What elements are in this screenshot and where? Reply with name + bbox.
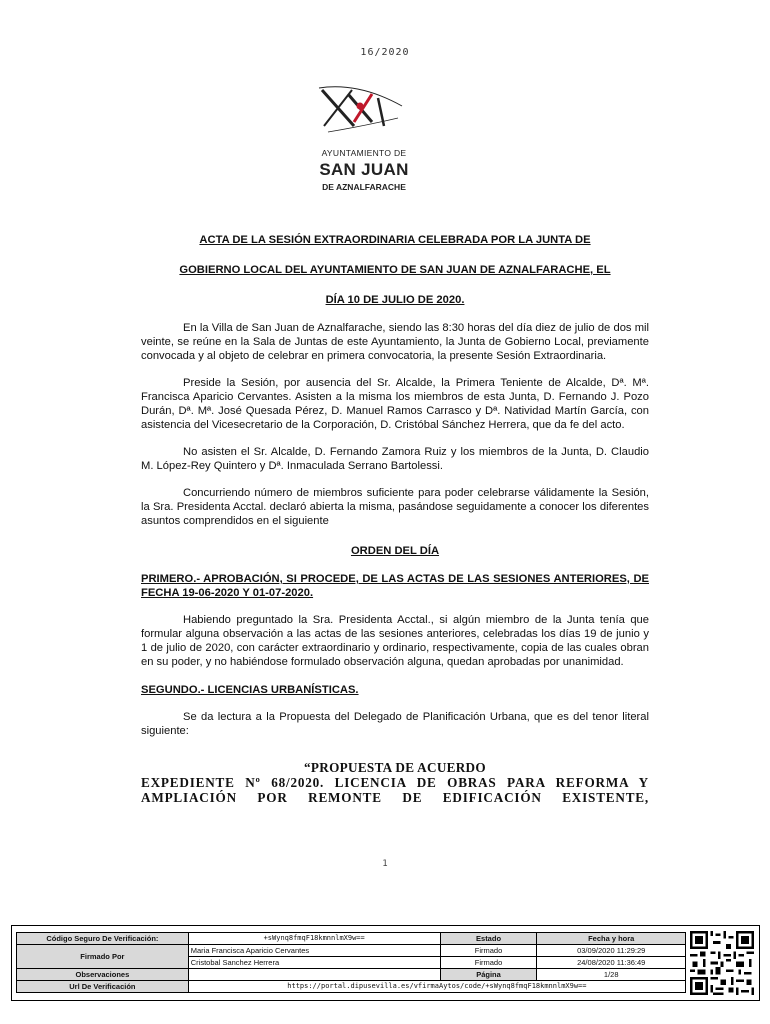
logo-line-san-juan: SAN JUAN — [319, 160, 409, 179]
proposal-line-1: EXPEDIENTE Nº 68/2020. LICENCIA DE OBRAS PARA REFORMA Y — [141, 775, 649, 790]
proposal-line-2: AMPLIACIÓN POR REMONTE DE EDIFICACIÓN EXISTENTE, — [141, 790, 649, 805]
agenda-item-1-heading: PRIMERO.- APROBACIÓN, SI PROCEDE, DE LAS ACTAS DE LAS SESIONES ANTERIORES, DE FECHA 19-06-2020 Y 01-07-2020. — [141, 573, 649, 599]
observations-value — [188, 969, 440, 981]
signer-name: Maria Francisca Aparicio Cervantes — [188, 945, 440, 957]
logo-line-ayuntamiento: AYUNTAMIENTO DE — [321, 148, 407, 158]
label-signed-by: Firmado Por — [17, 945, 189, 969]
page-number: 1 — [382, 859, 388, 869]
signature-table — [16, 932, 686, 993]
proposal-title: “PROPUESTA DE ACUERDO — [304, 760, 486, 775]
label-fecha: Fecha y hora — [537, 933, 686, 945]
table-row — [17, 981, 686, 993]
signature-verification-box — [11, 925, 760, 1001]
signer-date: 24/08/2020 11:36:49 — [537, 957, 686, 969]
verification-url-link[interactable]: https://portal.dipusevilla.es/vfirmaAytos/code/+sWynq8fmqF18kmnnlmX9w== — [188, 981, 685, 993]
document-body — [141, 233, 649, 805]
signer-date: 03/09/2020 11:29:29 — [537, 945, 686, 957]
table-row — [17, 945, 686, 957]
table-row — [17, 969, 686, 981]
label-pagina: Página — [440, 969, 537, 981]
document-title-line-1: ACTA DE LA SESIÓN EXTRAORDINARIA CELEBRADA POR LA JUNTA DE — [199, 234, 591, 246]
label-estado: Estado — [440, 933, 537, 945]
label-verification-code: Código Seguro De Verificación: — [17, 933, 189, 945]
label-observations: Observaciones — [17, 969, 189, 981]
agenda-item-1-text: Habiendo preguntado la Sra. Presidenta Acctal., si algún miembro de la Junta tenía que formular alguna observación a las actas de las sesiones anteriores, celebradas los días 19 de junio y 1 de julio de 2020, con carácter extraordinario y ordinario, respectivamente, copia de las cuales obran en su poder, y no habiéndose formulado observación alguna, quedan aprobadas por unanimidad. — [141, 614, 649, 668]
document-reference: 16/2020 — [360, 47, 410, 58]
agenda-title: ORDEN DEL DÍA — [350, 545, 440, 557]
paragraph-opening: En la Villa de San Juan de Aznalfarache, siendo las 8:30 horas del día diez de julio de dos mil veinte, se reúne en la Sala de Juntas de este Ayuntamiento, la Junta de Gobierno Local, previamente convocada y al objeto de celebrar en primera convocatoria, la presente Sesión Extraordinaria. — [141, 322, 649, 362]
paragraph-quorum: Concurriendo número de miembros suficiente para poder celebrarse válidamente la Sesión, la Sra. Presidenta Acctal. declaró abierta la misma, pasándose seguidamente a conocer los diferentes asuntos comprendidos en el siguiente — [141, 487, 649, 527]
signer-status: Firmado — [440, 945, 537, 957]
logo-line-aznalfarache: DE AZNALFARACHE — [322, 182, 406, 192]
town-hall-logo — [314, 82, 414, 197]
label-url: Url De Verificación — [17, 981, 189, 993]
table-row — [17, 933, 686, 945]
xxi-emblem-icon — [314, 82, 414, 146]
signer-status: Firmado — [440, 957, 537, 969]
agenda-item-2-heading: SEGUNDO.- LICENCIAS URBANÍSTICAS. — [141, 684, 359, 696]
signer-name: Cristobal Sanchez Herrera — [188, 957, 440, 969]
document-title-line-2: GOBIERNO LOCAL DEL AYUNTAMIENTO DE SAN JUAN DE AZNALFARACHE, EL — [179, 264, 611, 276]
page-count-value: 1/28 — [537, 969, 686, 981]
paragraph-attendance: Preside la Sesión, por ausencia del Sr. Alcalde, la Primera Teniente de Alcalde, Dª. Mª. Francisca Aparicio Cervantes. Asisten a la misma los miembros de esta Junta, D. Fernando J. Pozo Durán, Dª. Mª. José Quesada Pérez, D. Manuel Ramos Carrasco y Dª. Natividad Martín García, con asistencia del Vicesecretario de la Corporación, D. Cristóbal Sánchez Herrera, que da fe del acto. — [141, 377, 649, 431]
verification-code-value: +sWynq8fmqF18kmnnlmX9w== — [188, 933, 440, 945]
qr-code-icon — [690, 931, 754, 995]
agenda-item-2-text: Se da lectura a la Propuesta del Delegado de Planificación Urbana, que es del tenor literal siguiente: — [141, 711, 649, 737]
document-title-line-3: DÍA 10 DE JULIO DE 2020. — [325, 294, 465, 306]
paragraph-absences: No asisten el Sr. Alcalde, D. Fernando Zamora Ruiz y los miembros de la Junta, D. Claudio M. López-Rey Quintero y Dª. Inmaculada Serrano Bartolessi. — [141, 446, 649, 472]
